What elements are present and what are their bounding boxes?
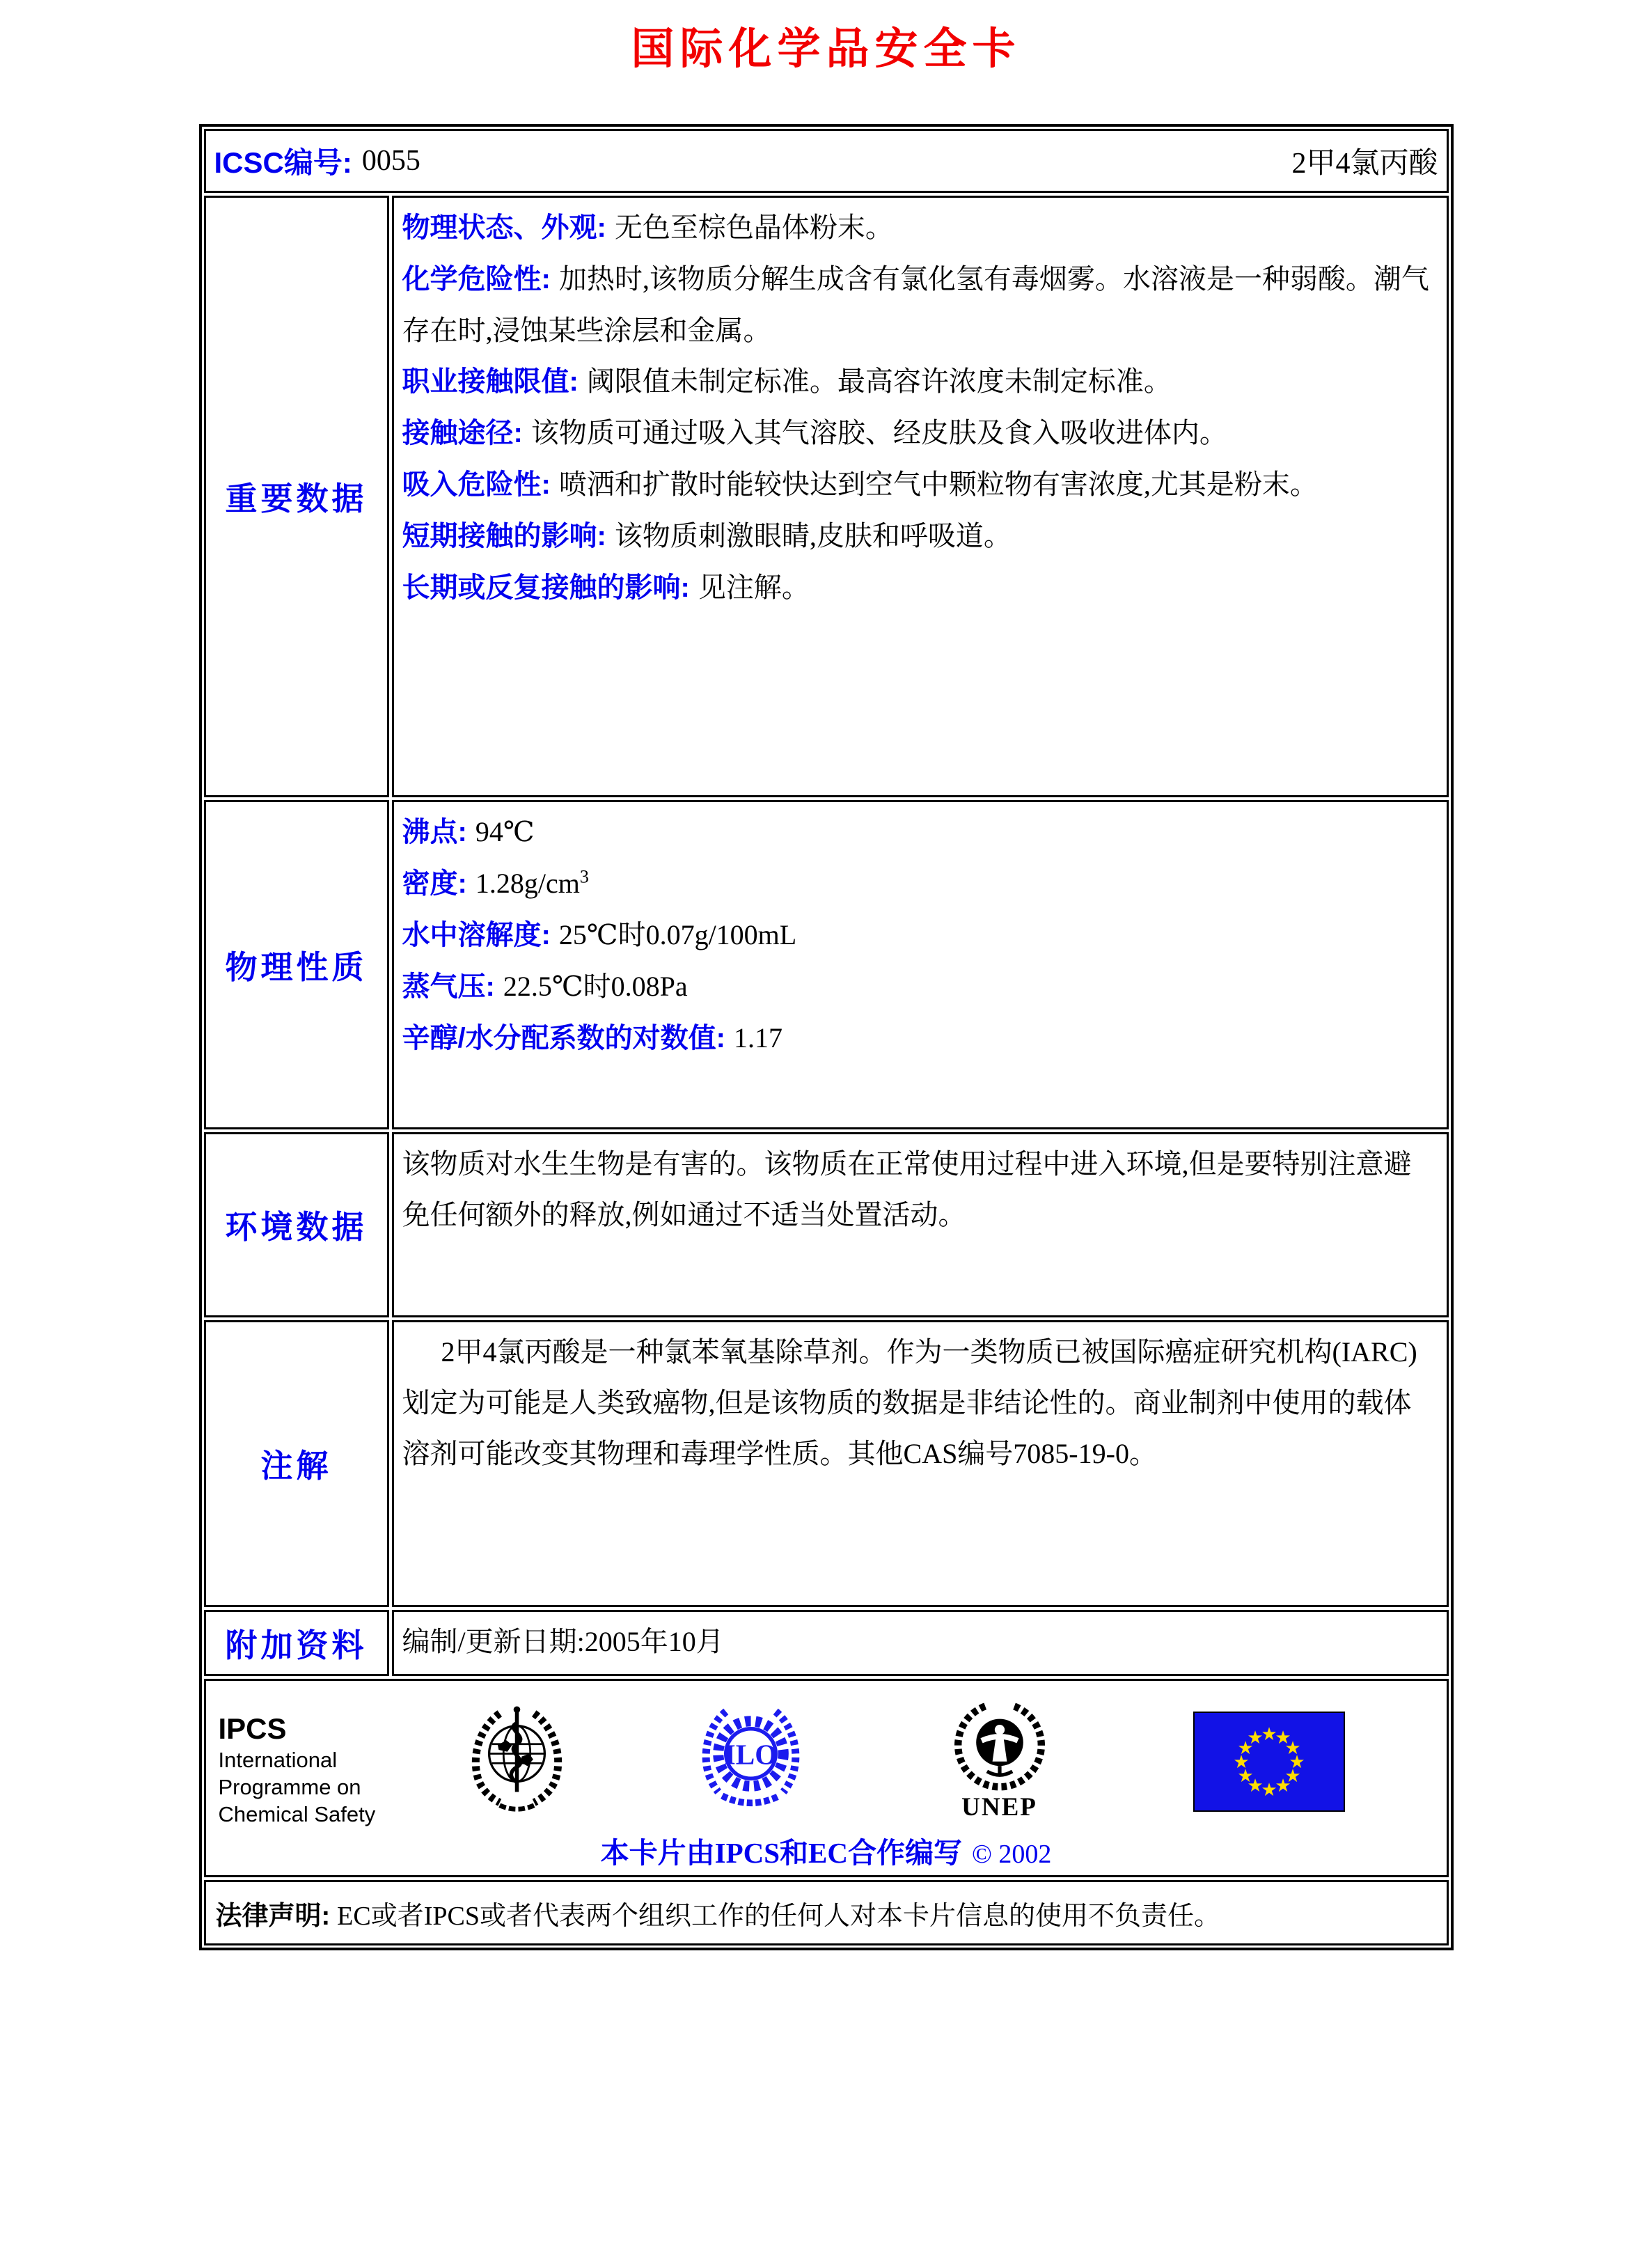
field-value: 无色至棕色晶体粉末。	[614, 212, 893, 243]
page-title: 国际化学品安全卡	[631, 26, 1021, 73]
field-value: 阈限值未制定标准。最高容许浓度未制定标准。	[586, 366, 1172, 397]
field-label: 辛醇/水分配系数的对数值:	[402, 1023, 725, 1054]
important-data-content	[392, 196, 1449, 797]
unep-caption: UNEP	[961, 1793, 1037, 1822]
field-label: 沸点:	[402, 817, 467, 847]
field-label: 蒸气压:	[402, 971, 495, 1002]
ilo-monogram: ILO	[724, 1738, 777, 1771]
field-value: 1.28g/cm	[475, 868, 580, 899]
field-label: 接触途径:	[402, 418, 523, 448]
physical-item	[402, 961, 1438, 1012]
notes-text: 2甲4氯丙酸是一种氯苯氧基除草剂。作为一类物质已被国际癌症研究机构(IARC)划定为可能是人类致癌物,但是该物质的数据是非结论性的。商业制剂中使用的载体溶剂可能改变其物理和毒理学性质。其他CAS编号7085-19-0。	[402, 1336, 1417, 1469]
unep-logo-icon	[945, 1698, 1054, 1791]
notes-content	[392, 1320, 1449, 1607]
field-label: 职业接触限值:	[402, 366, 579, 397]
svg-text:★: ★	[1236, 1766, 1254, 1787]
ipcs-line: Chemical Safety	[218, 1802, 376, 1826]
additional-info-content	[392, 1610, 1449, 1676]
field-value: 加热时,该物质分解生成含有氯化氢有毒烟雾。水溶液是一种弱酸。潮气存在时,浸蚀某些涂层和金属。	[402, 263, 1429, 346]
copyright-line	[206, 1830, 1447, 1871]
environmental-data-content	[392, 1132, 1449, 1317]
physical-properties-content	[392, 800, 1449, 1129]
section-label-notes: 注解	[204, 1320, 389, 1607]
field-value: 94℃	[475, 816, 535, 847]
legal-label: 法律声明:	[215, 1901, 331, 1931]
legal-row	[204, 1880, 1449, 1945]
legal-text: EC或者IPCS或者代表两个组织工作的任何人对本卡片信息的使用不负责任。	[337, 1901, 1220, 1931]
update-date-text: 编制/更新日期:2005年10月	[402, 1626, 724, 1657]
field-label: 吸入危险性:	[402, 469, 551, 500]
field-value: 22.5℃时0.08Pa	[503, 971, 688, 1002]
ipcs-text-block	[219, 1712, 376, 1828]
field-value: 该物质刺激眼睛,皮肤和呼吸道。	[614, 520, 1012, 551]
field-label: 水中溶解度:	[402, 920, 551, 950]
environmental-data-row	[204, 1132, 1449, 1317]
copyright-text: 本卡片由IPCS和EC合作编写	[600, 1837, 962, 1869]
ipcs-line: International	[218, 1748, 338, 1772]
section-label-environment: 环境数据	[204, 1132, 389, 1317]
physical-properties-row	[204, 800, 1449, 1129]
svg-text:★: ★	[1274, 1776, 1291, 1796]
icsc-card-page	[0, 24, 1652, 2263]
physical-item	[402, 1012, 1438, 1064]
important-item	[402, 510, 1438, 562]
physical-item	[402, 806, 1438, 858]
legal-cell	[204, 1880, 1449, 1945]
icsc-card-table	[199, 124, 1454, 1950]
field-value: 喷洒和扩散时能较快达到空气中颗粒物有害浓度,尤其是粉末。	[558, 469, 1318, 500]
field-label: 物理状态、外观:	[402, 212, 606, 243]
icsc-number-label: ICSC编号:	[214, 146, 352, 179]
chemical-name: 2甲4氯丙酸	[1291, 148, 1438, 180]
svg-text:★: ★	[1274, 1728, 1291, 1748]
field-value: 25℃时0.07g/100mL	[558, 919, 797, 950]
section-label-additional: 附加资料	[204, 1610, 389, 1676]
important-item	[402, 202, 1438, 253]
icsc-number-value: 0055	[361, 145, 420, 177]
field-value: 1.17	[733, 1022, 782, 1054]
icsc-number-group	[214, 140, 420, 182]
notes-row	[204, 1320, 1449, 1607]
important-item	[402, 562, 1438, 613]
who-logo-icon	[459, 1699, 574, 1816]
section-label-physical: 物理性质	[204, 800, 389, 1129]
footer-logos-cell	[204, 1679, 1449, 1877]
important-item	[402, 356, 1438, 407]
physical-item	[402, 909, 1438, 961]
ipcs-line: Programme on	[218, 1775, 361, 1799]
field-label: 长期或反复接触的影响:	[402, 572, 690, 603]
field-value: 见注解。	[698, 572, 810, 603]
important-item	[402, 253, 1438, 356]
svg-text:★: ★	[1288, 1752, 1305, 1773]
field-value: 该物质可通过吸入其气溶胶、经皮肤及食入吸收进体内。	[530, 417, 1227, 448]
svg-text:★: ★	[1246, 1728, 1264, 1748]
superscript-exponent: 3	[579, 866, 589, 887]
svg-text:★: ★	[1260, 1780, 1277, 1801]
field-label: 密度:	[402, 868, 467, 899]
ipcs-title: IPCS	[218, 1712, 287, 1745]
footer-logos-row	[204, 1679, 1449, 1877]
svg-text:★: ★	[1284, 1738, 1301, 1759]
svg-text:★: ★	[1246, 1776, 1264, 1796]
field-label: 化学危险性:	[402, 264, 551, 295]
svg-text:★: ★	[1232, 1752, 1250, 1773]
eu-flag-icon	[1193, 1712, 1345, 1812]
ilo-logo-icon	[693, 1699, 808, 1816]
important-item	[402, 407, 1438, 459]
field-label: 短期接触的影响:	[402, 521, 606, 551]
important-data-row	[204, 196, 1449, 797]
header-cell	[204, 129, 1449, 193]
svg-text:★: ★	[1236, 1738, 1254, 1759]
important-item	[402, 459, 1438, 510]
copyright-year: © 2002	[972, 1840, 1052, 1869]
svg-text:★: ★	[1284, 1766, 1301, 1787]
additional-info-row	[204, 1610, 1449, 1676]
section-label-important: 重要数据	[204, 196, 389, 797]
header-row	[204, 129, 1449, 193]
physical-item	[402, 858, 1438, 909]
svg-text:★: ★	[1260, 1724, 1277, 1745]
environment-text: 该物质对水生生物是有害的。该物质在正常使用过程中进入环境,但是要特别注意避免任何额外的释放,例如通过不适当处置活动。	[402, 1148, 1412, 1230]
